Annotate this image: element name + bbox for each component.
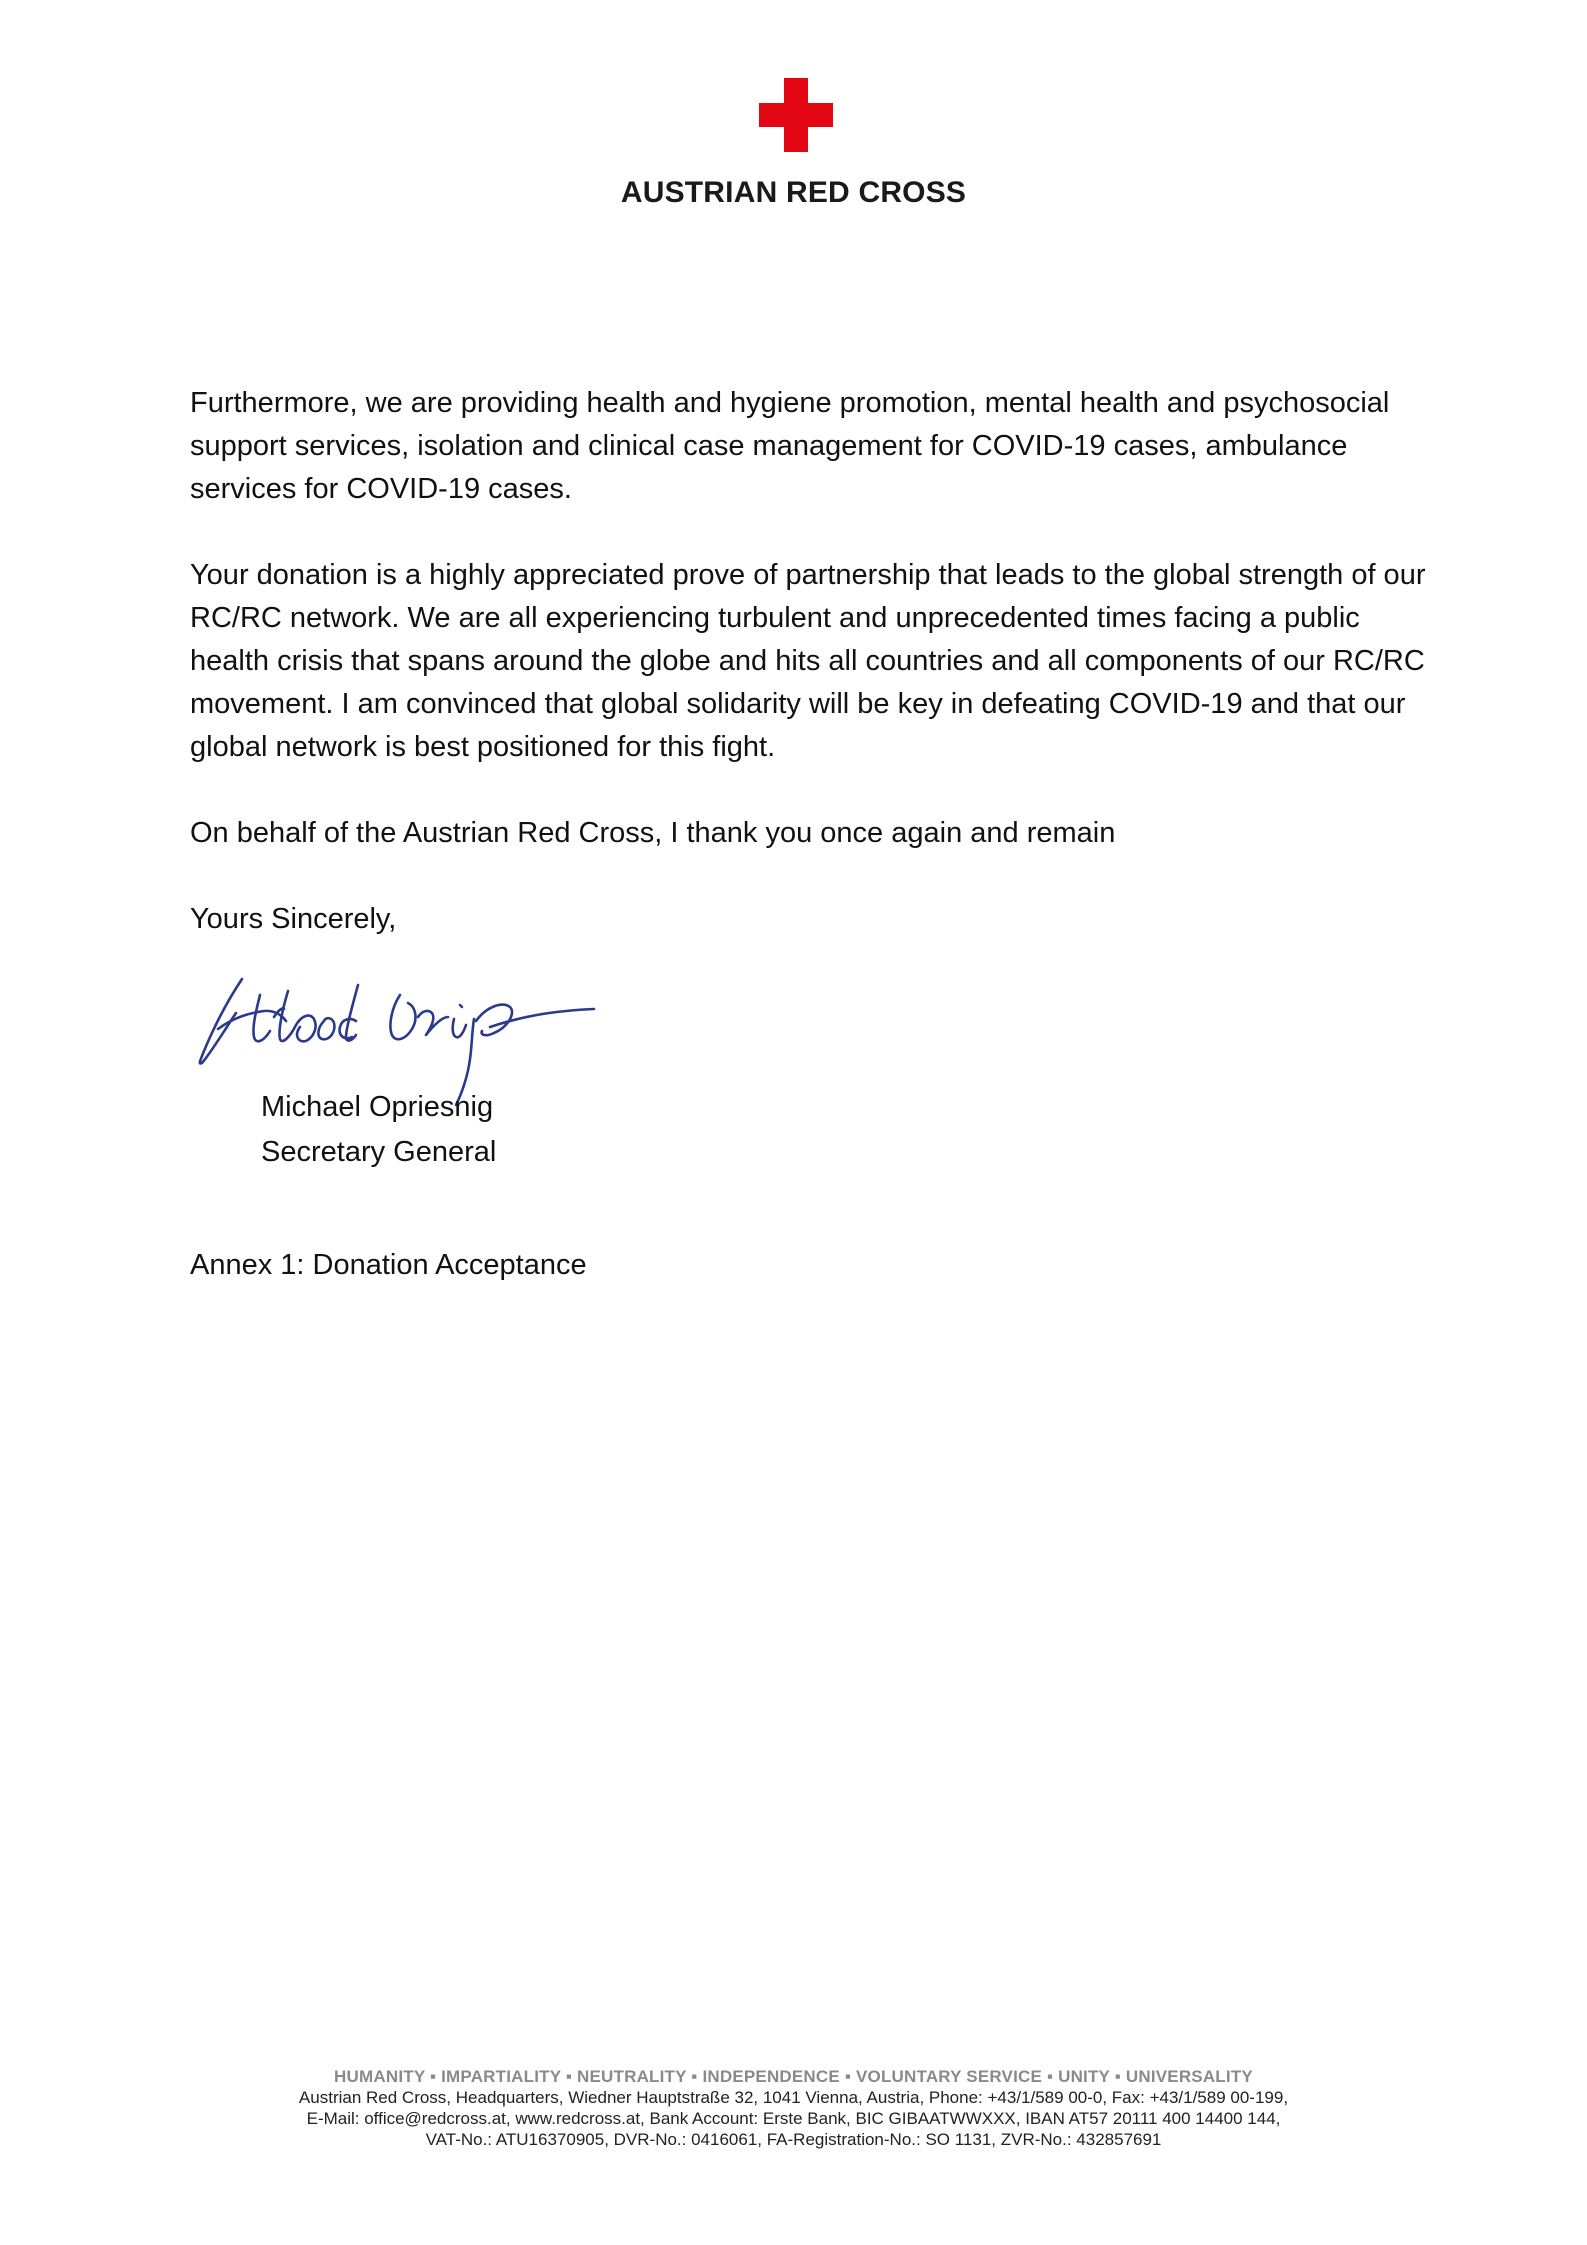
body-paragraph-3: On behalf of the Austrian Red Cross, I thank you once again and remain xyxy=(190,817,1116,849)
annex-reference: Annex 1: Donation Acceptance xyxy=(190,1249,587,1281)
organization-name: AUSTRIAN RED CROSS xyxy=(620,176,967,209)
footer-address: Austrian Red Cross, Headquarters, Wiedner Hauptstraße 32, 1041 Vienna, Austria, Phone: +43/1/589 00-0, Fax: +43/1/589 00-199, xyxy=(298,2088,1289,2107)
footer-contact: E-Mail: office@redcross.at, www.redcross.at, Bank Account: Erste Bank, BIC GIBAATWWXXX, IBAN AT57 20111 400 14400 144, xyxy=(306,2109,1281,2128)
letterhead xyxy=(0,0,1587,220)
footer-registration: VAT-No.: ATU16370905, DVR-No.: 0416061, FA-Registration-No.: SO 1131, ZVR-No.: 432857691 xyxy=(425,2130,1162,2149)
letter-body xyxy=(190,382,1430,941)
red-cross-shape xyxy=(759,78,833,152)
red-cross-icon xyxy=(759,78,833,152)
body-paragraph-2: Your donation is a highly appreciated prove of partnership that leads to the global strength of our RC/RC network. We are all experiencing turbulent and unprecedented times facing a public health crisis that spans around the globe and hits all countries and all components of our RC/RC movement. I am convinced that global solidarity will be key in defeating COVID-19 and that our global network is best positioned for this fight. xyxy=(190,559,1426,763)
signatory-title: Secretary General xyxy=(261,1136,497,1168)
signatory-block xyxy=(261,1085,496,1175)
body-paragraph-1: Furthermore, we are providing health and hygiene promotion, mental health and psychosocial support services, isolation and clinical case management for COVID-19 cases, ambulance services for COVID-19 cases. xyxy=(190,387,1390,505)
footer-principles: HUMANITY ▪ IMPARTIALITY ▪ NEUTRALITY ▪ INDEPENDENCE ▪ VOLUNTARY SERVICE ▪ UNITY ▪ UNIVERSALITY xyxy=(334,2067,1253,2086)
signatory-name: Michael Opriesnig xyxy=(261,1091,494,1123)
letter-footer xyxy=(0,2066,1587,2150)
closing-salutation: Yours Sincerely, xyxy=(190,903,397,935)
